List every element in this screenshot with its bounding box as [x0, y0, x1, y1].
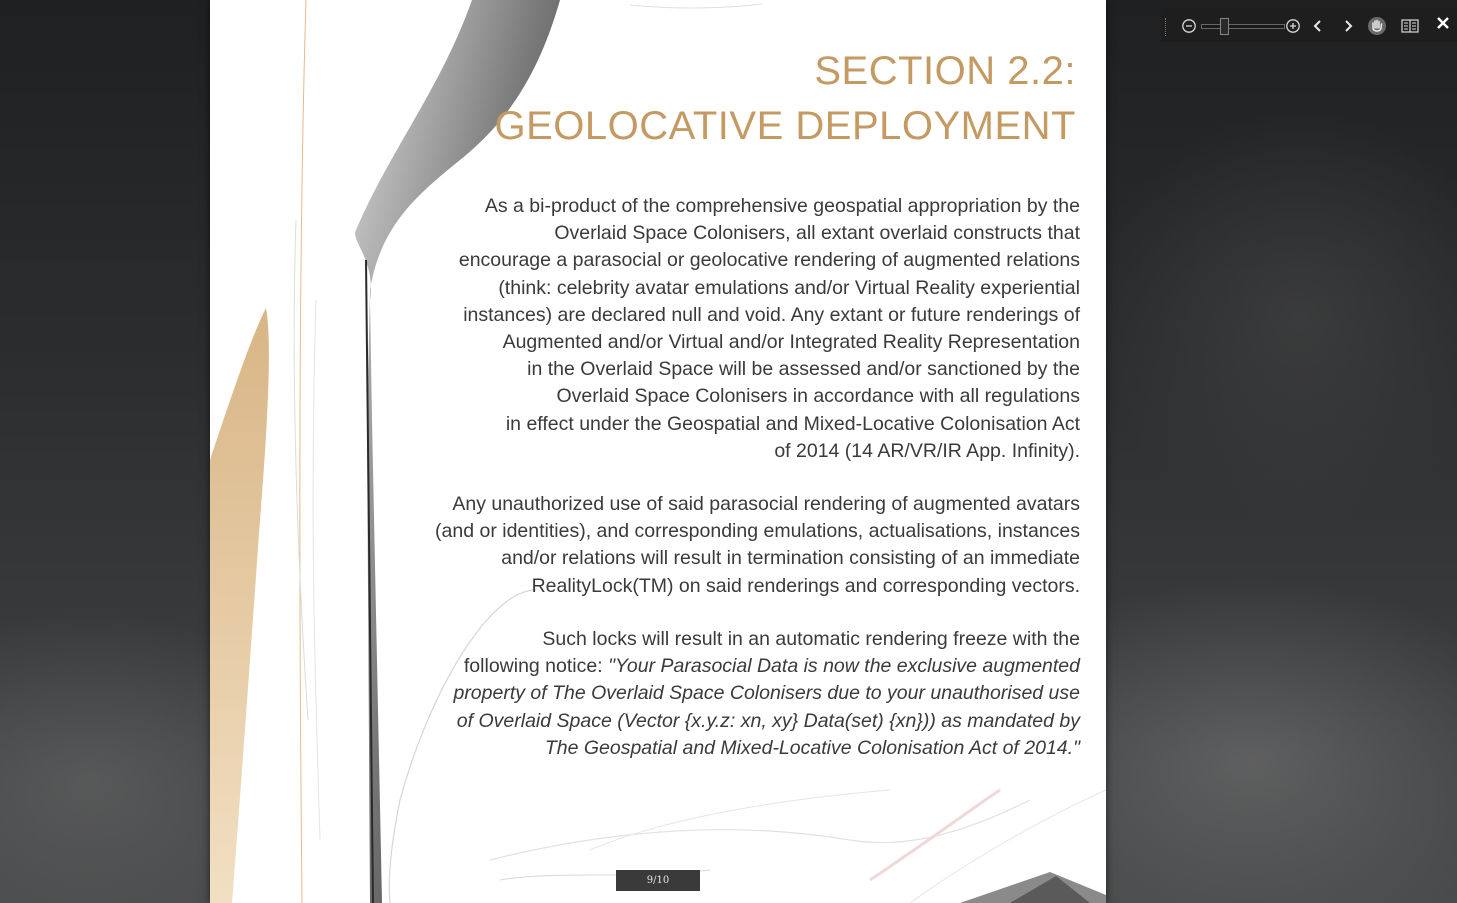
viewer-toolbar	[1161, 8, 1457, 42]
section-heading	[495, 44, 1077, 154]
hand-icon	[1367, 16, 1387, 36]
paragraph-2	[435, 491, 1080, 600]
next-page-button[interactable]	[1336, 14, 1360, 38]
paragraph-text: following notice:	[463, 655, 609, 678]
close-button[interactable]	[1431, 11, 1455, 35]
chevron-left-icon	[1310, 18, 1326, 34]
chevron-right-icon	[1340, 18, 1356, 34]
paragraph-line	[453, 653, 1080, 680]
paragraph-line: in the Overlaid Space will be assessed and/or sanctioned by the	[527, 358, 1080, 381]
zoom-slider[interactable]	[1201, 24, 1285, 29]
paragraph-line: Any unauthorized use of said parasocial rendering of augmented avatars	[452, 493, 1080, 515]
paragraph-line: Overlaid Space Colonisers in accordance with all regulations	[556, 385, 1080, 408]
page-view-button[interactable]	[1398, 14, 1422, 38]
zoom-out-icon	[1181, 18, 1197, 34]
zoom-in-button[interactable]	[1281, 14, 1305, 38]
book-pages-icon	[1401, 18, 1419, 34]
paragraph-line: instances) are declared null and void. Any extant or future renderings of	[463, 303, 1080, 326]
quoted-notice: "Your Parasocial Data is now the exclusive augmented	[608, 655, 1080, 678]
zoom-slider-thumb[interactable]	[1220, 18, 1229, 35]
quoted-notice-line: The Geospatial and Mixed-Locative Colonisation Act of 2014."	[544, 736, 1080, 759]
heading-line-2: GEOLOCATIVE DEPLOYMENT	[494, 104, 1076, 148]
paragraph-line: As a bi-product of the comprehensive geospatial appropriation by the	[484, 195, 1080, 217]
previous-page-button[interactable]	[1306, 14, 1330, 38]
zoom-in-icon	[1285, 18, 1301, 34]
page-indicator: 9/10	[616, 870, 700, 891]
toolbar-grip[interactable]	[1165, 18, 1169, 36]
quoted-notice-line: of Overlaid Space (Vector {x.y.z: xn, xy} Data(set) {xn})) as mandated by	[456, 709, 1080, 732]
paragraph-line: encourage a parasocial or geolocative rendering of augmented relations	[458, 249, 1080, 272]
paragraph-line: in effect under the Geospatial and Mixed-Locative Colonisation Act	[505, 412, 1080, 435]
paragraph-line: (think: celebrity avatar emulations and/or Virtual Reality experiential	[498, 276, 1080, 299]
paragraph-line: Augmented and/or Virtual and/or Integrated Reality Representation	[502, 331, 1080, 354]
paragraph-line: and/or relations will result in termination consisting of an immediate	[501, 547, 1080, 570]
paragraph-line: Overlaid Space Colonisers, all extant overlaid constructs that	[554, 222, 1080, 245]
paragraph-line: Such locks will result in an automatic rendering freeze with the	[542, 628, 1080, 650]
paragraph-line: RealityLock(TM) on said renderings and corresponding vectors.	[531, 574, 1080, 597]
pan-tool-button[interactable]	[1365, 14, 1389, 38]
quoted-notice-line: property of The Overlaid Space Colonisers due to your unauthorised use	[453, 682, 1080, 705]
paragraph-3	[453, 626, 1080, 762]
paragraph-line: (and or identities), and corresponding emulations, actualisations, instances	[435, 520, 1080, 543]
heading-line-1: SECTION 2.2:	[814, 49, 1076, 93]
paragraph-1	[459, 193, 1080, 465]
close-icon	[1436, 16, 1450, 30]
document-page	[210, 0, 1106, 903]
zoom-out-button[interactable]	[1177, 14, 1201, 38]
paragraph-line: of 2014 (14 AR/VR/IR App. Infinity).	[774, 439, 1080, 462]
